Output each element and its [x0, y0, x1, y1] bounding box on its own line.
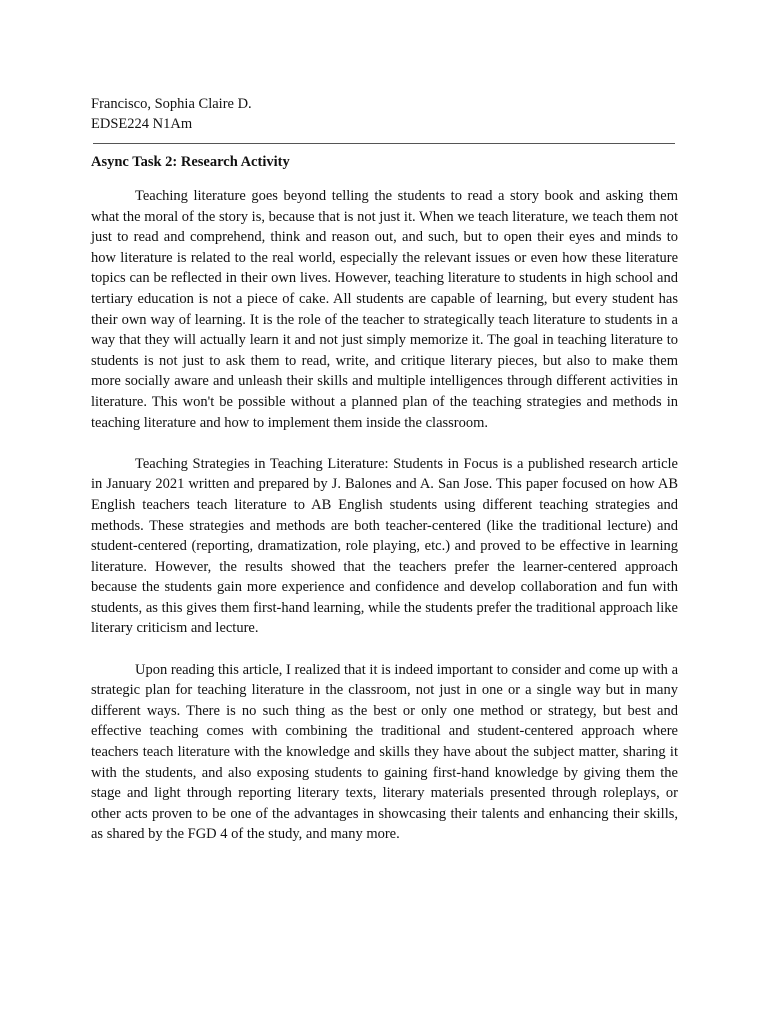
paragraph-intro: Teaching literature goes beyond telling the students to read a story book and asking them what the moral of the story is, because that is not just it. When we teach literature, we teach them not just to read and comprehend, think and reason out, and such, but to open their eyes and minds to how literature is related to the real world, especially the relevant issues or even how these literature topics can be reflected in their own lives. However, teaching literature to students in high school and tertiary education is not a piece of cake. All students are capable of learning, but every student has their own way of learning. It is the role of the teacher to strategically teach literature to students in a way that they will actually learn it and not just simply memorize it. The goal in teaching literature to students is not just to ask them to read, write, and critique literary pieces, but also to make them more socially aware and unleash their skills and multiple intelligences through different activities in literature. This won't be possible without a planned plan of the teaching strategies and methods in teaching literature and how to implement them inside the classroom. — [91, 188, 678, 431]
document-page — [91, 94, 678, 866]
course-code: EDSE224 N1Am — [91, 116, 193, 132]
header-divider — [93, 143, 675, 144]
paragraph-reflection: Upon reading this article, I realized that it is indeed important to consider and come up with a strategic plan for teaching literature in the classroom, not just in one or a single way but in many different ways. There is no such thing as the best or only one method or strategy, but best and effective teaching comes with combining the traditional and student-centered approach where teachers teach literature with the knowledge and skills they have about the subject matter, sharing it with the students, and also exposing students to gaining first-hand knowledge by giving them the stage and light through reporting literary texts, literary materials presented through roleplays, or other acts proven to be one of the advantages in showcasing their talents and enhancing their skills, as shared by the FGD 4 of the study, and many more. — [91, 661, 678, 843]
task-title: Async Task 2: Research Activity — [91, 154, 290, 170]
student-name: Francisco, Sophia Claire D. — [91, 96, 252, 112]
paragraph-article-summary: Teaching Strategies in Teaching Literature: Students in Focus is a published research article in January 2021 written and prepared by J. Balones and A. San Jose. This paper focused on how AB English teachers teach literature to AB English students using different teaching strategies and methods. These strategies and methods are both teacher-centered (like the traditional lecture) and student-centered (reporting, dramatization, role playing, etc.) and proved to be effective in learning literature. However, the results showed that the teachers prefer the learner-centered approach because the students gain more experience and confidence and develop collaboration and fun with students, as this gives them first-hand learning, while the students prefer the traditional approach like literary criticism and lecture. — [91, 455, 678, 637]
